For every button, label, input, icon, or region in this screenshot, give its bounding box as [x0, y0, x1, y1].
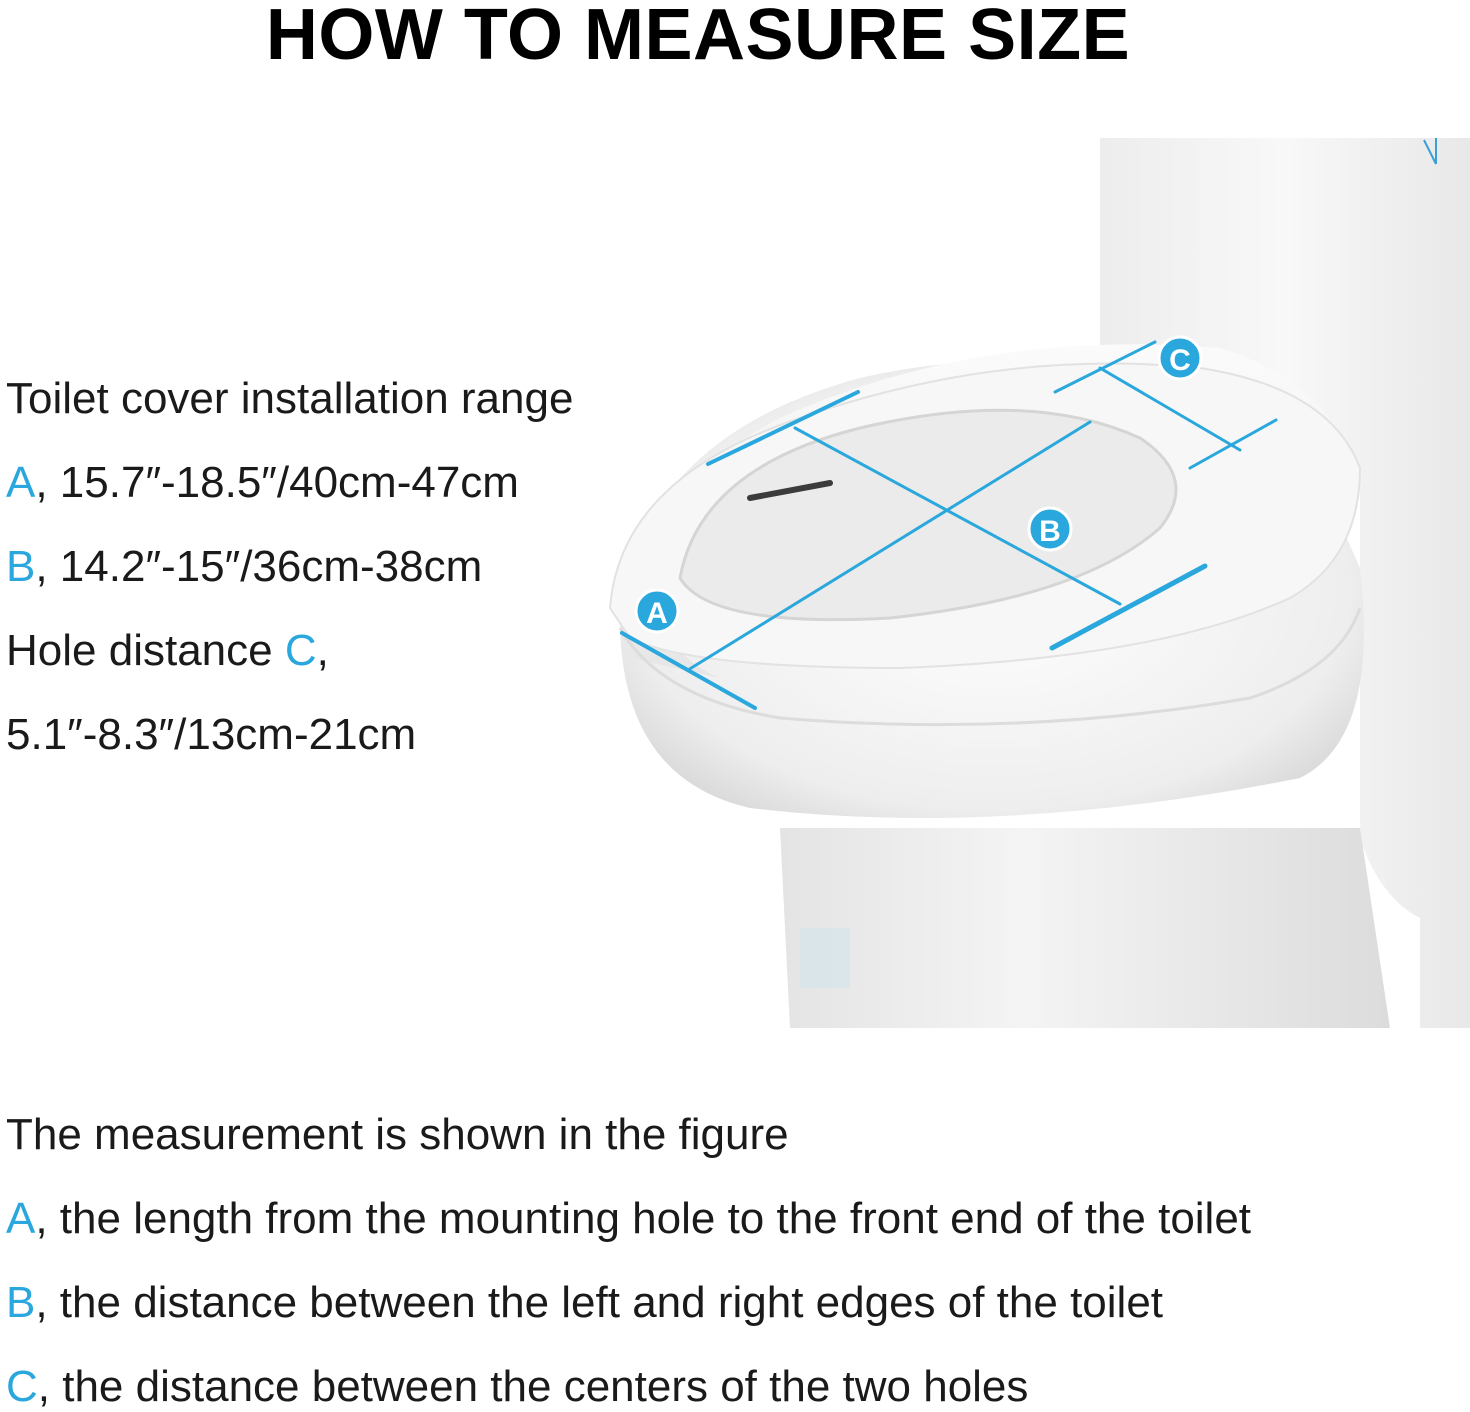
explanation-c-line — [6, 1362, 1028, 1412]
range-c-line — [6, 626, 329, 676]
range-b-text: , 14.2″-15″/36cm-38cm — [35, 542, 483, 591]
explanation-c-text: , the distance between the centers of the two holes — [37, 1362, 1029, 1411]
page-title: HOW TO MEASURE SIZE — [265, 0, 1131, 75]
toilet-pedestal — [780, 828, 1390, 1028]
callout-b-label: B — [1039, 515, 1061, 548]
explanation-c-letter: C — [6, 1362, 38, 1411]
range-c-suffix: , — [316, 626, 329, 675]
callout-a-label: A — [646, 597, 668, 630]
callout-c — [1159, 337, 1201, 379]
range-a-letter: A — [6, 458, 36, 507]
callout-b — [1029, 508, 1071, 550]
explanation-b-text: , the distance between the left and right edges of the toilet — [35, 1278, 1164, 1327]
explanation-a-text: , the length from the mounting hole to the front end of the toilet — [35, 1194, 1252, 1243]
range-b-line — [6, 542, 482, 592]
explanation-a-letter: A — [6, 1194, 36, 1243]
explanation-b-line — [6, 1278, 1163, 1328]
callout-a — [636, 590, 678, 632]
explanation-heading: The measurement is shown in the figure — [6, 1110, 789, 1159]
range-c-value: 5.1″-8.3″/13cm-21cm — [6, 710, 417, 759]
explanation-b-letter: B — [6, 1278, 36, 1327]
range-c-prefix: Hole distance — [6, 626, 285, 675]
callout-c-label: C — [1169, 344, 1191, 377]
toilet-bowl — [610, 344, 1364, 818]
range-a-line — [6, 458, 519, 508]
range-c-letter: C — [284, 626, 317, 675]
explanation-a-line — [6, 1194, 1251, 1244]
toilet-measurement-figure — [600, 138, 1470, 1028]
range-heading: Toilet cover installation range — [6, 374, 574, 423]
range-b-letter: B — [6, 542, 36, 591]
range-a-text: , 15.7″-18.5″/40cm-47cm — [35, 458, 519, 507]
